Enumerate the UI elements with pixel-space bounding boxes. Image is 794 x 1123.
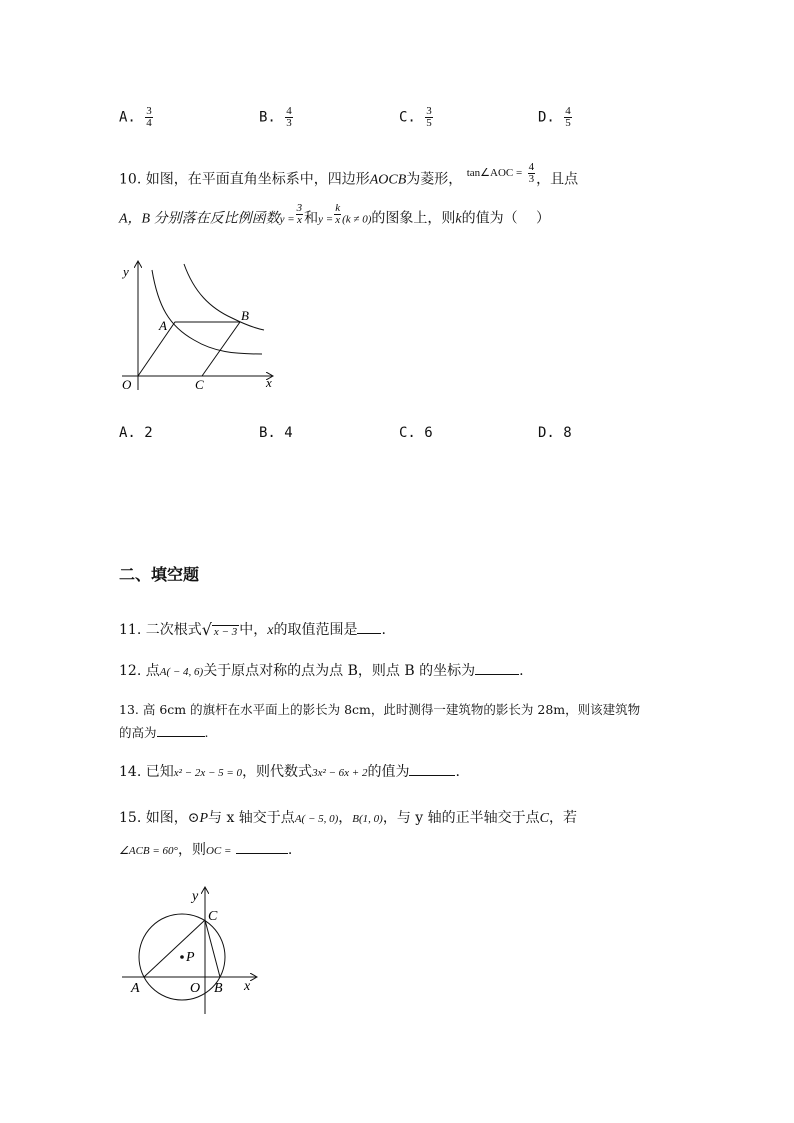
q15-center-point (180, 955, 184, 959)
q15-answer-blank[interactable] (236, 841, 288, 854)
q13-line1: 13. 高 6cm 的旗杆在水平面上的影长为 8cm，此时测得一建筑物的影长为 28m，则该建筑物 (119, 702, 641, 717)
q15-line2: ∠ACB = 60°，则OC = . (119, 842, 293, 858)
section-title: 二、填空题 (119, 565, 200, 584)
q10-rhombus (138, 322, 240, 376)
q10-option-c: C. 6 (399, 425, 433, 441)
q10-label-x: x (266, 375, 272, 390)
q10-label-b: B (241, 308, 249, 323)
q15-figure (116, 882, 266, 1018)
q10-line2: A，B 分别落在反比例函数y = $\frac{3}{x}$ 和y = $\frac{k}{x}$ (k ≠ 0)的图象上，则k的值为（ ） (119, 202, 551, 227)
q10-option-b: B. 4 (259, 425, 293, 441)
q9-option-c: C. $\frac{3}{5}$ (399, 105, 432, 129)
q15-label-y: y (192, 889, 199, 904)
q10-label-c: C (195, 377, 204, 392)
q10-label-o: O (122, 377, 132, 392)
q15-label-p: P (186, 950, 195, 965)
q15-label-b: B (214, 981, 223, 996)
q10-option-a: A. 2 (119, 425, 153, 441)
q13-line2: 的高为 . (119, 725, 209, 740)
q9-option-a: A. $\frac{3}{4}$ (119, 105, 152, 129)
q9-option-b: B. $\frac{4}{3}$ (259, 105, 292, 129)
q10-option-d: D. 8 (538, 425, 572, 441)
q11-answer-blank[interactable] (357, 621, 381, 634)
q10-line1: 10. 如图，在平面直角坐标系中，四边形AOCB为菱形， $^{tan\angle AOC =}$ $\frac{4}{3}$ ，且点 (119, 161, 579, 188)
q14-answer-blank[interactable] (409, 763, 455, 776)
q9-option-d: D. $\frac{4}{5}$ (538, 105, 571, 129)
q9-option-a-fraction: $\frac{3}{4}$ (146, 105, 152, 129)
q9-option-c-fraction: $\frac{3}{5}$ (426, 105, 432, 129)
q9-option-d-fraction: $\frac{4}{5}$ (565, 105, 571, 129)
q10-label-y: y (123, 264, 129, 279)
q9-option-b-fraction: $\frac{4}{3}$ (286, 105, 292, 129)
q15-label-c: C (208, 909, 218, 924)
q15-segment-ac (144, 920, 205, 977)
q12: 12. 点A( − 4, 6)关于原点对称的点为点 B，则点 B 的坐标为 . (119, 663, 524, 679)
q10-label-a: A (159, 318, 167, 333)
q11-sqrt: √ x − 3 (201, 620, 238, 639)
q10-curve-outer (184, 264, 264, 330)
q13-answer-blank[interactable] (157, 724, 205, 737)
q12-answer-blank[interactable] (475, 662, 519, 675)
q15-line1: 15. 如图，⊙P与 x 轴交于点A( − 5, 0)，B(1, 0)，与 y 轴的正半轴交于点C，若 (119, 810, 577, 826)
q11: 11. 二次根式 √ x − 3 中，x的取值范围是 . (119, 620, 386, 639)
q14: 14. 已知x² − 2x − 5 = 0，则代数式3x² − 6x + 2的值为 . (119, 764, 460, 780)
q15-label-a: A (131, 981, 140, 996)
q15-segment-bc (205, 920, 220, 977)
q10-figure (114, 256, 284, 396)
q15-label-o: O (190, 981, 201, 996)
q15-label-x: x (244, 979, 251, 994)
